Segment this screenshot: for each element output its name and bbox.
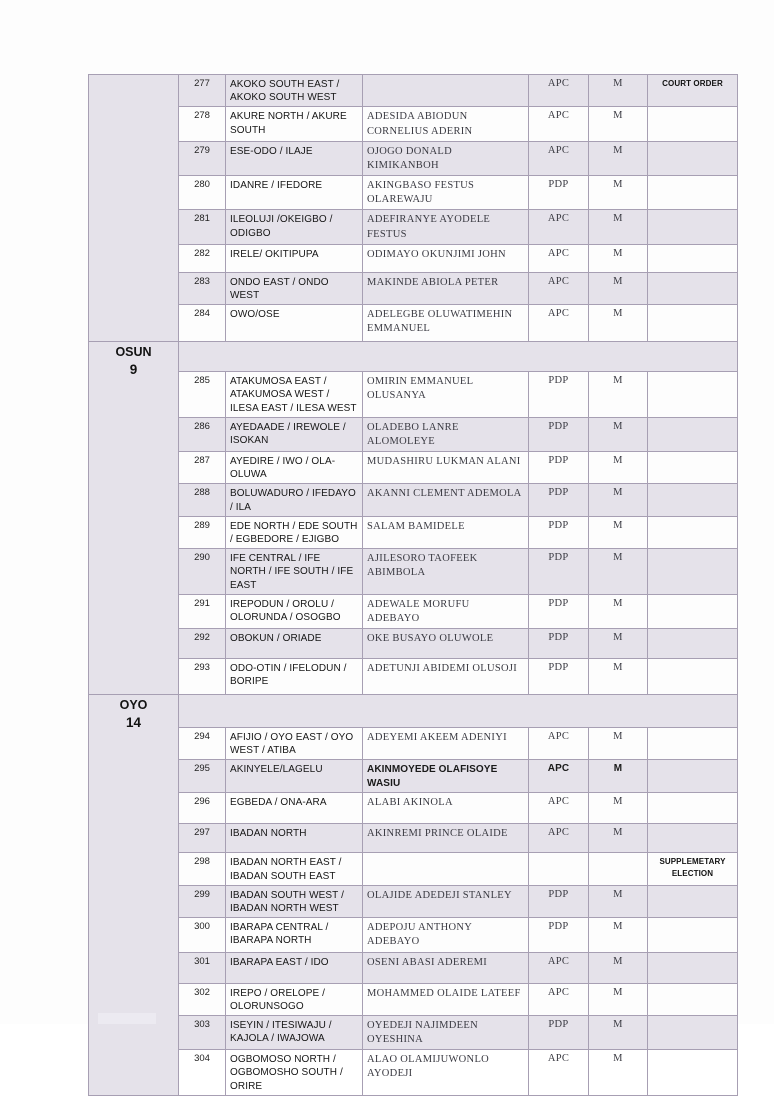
- party-cell: PDP: [529, 549, 589, 595]
- candidate-cell: AKANNI CLEMENT ADEMOLA: [363, 484, 529, 516]
- party-cell: PDP: [529, 918, 589, 952]
- section-band: [179, 695, 738, 728]
- results-table: [88, 74, 738, 1096]
- serial-number-cell: 278: [179, 107, 226, 141]
- party-cell: PDP: [529, 176, 589, 210]
- gender-cell: M: [589, 659, 648, 695]
- table-row: [89, 452, 738, 484]
- table-row: [89, 824, 738, 853]
- serial-number-cell: 304: [179, 1050, 226, 1096]
- candidate-cell: OLADEBO LANRE ALOMOLEYE: [363, 417, 529, 451]
- party-cell: APC: [529, 244, 589, 272]
- gender-cell: M: [589, 983, 648, 1015]
- table-row: [89, 952, 738, 983]
- candidate-cell: OJOGO DONALD KIMIKANBOH: [363, 141, 529, 175]
- candidate-cell: ADELEGBE OLUWATIMEHIN EMMANUEL: [363, 305, 529, 342]
- gender-cell: M: [589, 75, 648, 107]
- table-row: [89, 305, 738, 342]
- table-row: [89, 629, 738, 659]
- table-row: [89, 516, 738, 548]
- gender-cell: M: [589, 1050, 648, 1096]
- state-cell: [89, 75, 179, 342]
- table-row: [89, 417, 738, 451]
- constituency-cell: IDANRE / IFEDORE: [226, 176, 363, 210]
- serial-number-cell: 290: [179, 549, 226, 595]
- constituency-cell: IBARAPA CENTRAL / IBARAPA NORTH: [226, 918, 363, 952]
- table-row: [89, 176, 738, 210]
- serial-number-cell: 285: [179, 372, 226, 418]
- table-row: [89, 728, 738, 760]
- party-cell: PDP: [529, 484, 589, 516]
- table-row: [89, 75, 738, 107]
- serial-number-cell: 292: [179, 629, 226, 659]
- serial-number-cell: 279: [179, 141, 226, 175]
- party-cell: PDP: [529, 452, 589, 484]
- serial-number-cell: 282: [179, 244, 226, 272]
- gender-cell: M: [589, 210, 648, 244]
- constituency-cell: IFE CENTRAL / IFE NORTH / IFE SOUTH / IFE EAST: [226, 549, 363, 595]
- state-seat-count: 9: [129, 361, 138, 377]
- gender-cell: M: [589, 594, 648, 628]
- remark-cell: [648, 983, 738, 1015]
- constituency-cell: IRELE/ OKITIPUPA: [226, 244, 363, 272]
- candidate-cell: ADEWALE MORUFU ADEBAYO: [363, 594, 529, 628]
- serial-number-cell: 288: [179, 484, 226, 516]
- serial-number-cell: 286: [179, 417, 226, 451]
- remark-cell: [648, 1050, 738, 1096]
- constituency-cell: AYEDIRE / IWO / OLA-OLUWA: [226, 452, 363, 484]
- remark-cell: [648, 952, 738, 983]
- remark-cell: [648, 305, 738, 342]
- constituency-cell: BOLUWADURO / IFEDAYO / ILA: [226, 484, 363, 516]
- state-label: OYO: [119, 698, 148, 713]
- constituency-cell: OWO/OSE: [226, 305, 363, 342]
- state-seat-count: 14: [125, 714, 142, 730]
- constituency-cell: IREPO / ORELOPE / OLORUNSOGO: [226, 983, 363, 1015]
- remark-cell: [648, 1015, 738, 1049]
- candidate-cell: [363, 75, 529, 107]
- party-cell: PDP: [529, 594, 589, 628]
- section-header-row: [89, 695, 738, 728]
- table-row: [89, 885, 738, 917]
- table-row: [89, 549, 738, 595]
- party-cell: [529, 853, 589, 885]
- remark-cell: [648, 210, 738, 244]
- state-label: OSUN: [115, 345, 152, 360]
- table-row: [89, 659, 738, 695]
- serial-number-cell: 284: [179, 305, 226, 342]
- candidate-cell: OYEDEJI NAJIMDEEN OYESHINA: [363, 1015, 529, 1049]
- gender-cell: M: [589, 824, 648, 853]
- remark-cell: [648, 824, 738, 853]
- table-row: [89, 107, 738, 141]
- table-row: [89, 484, 738, 516]
- remark-cell: [648, 594, 738, 628]
- gender-cell: M: [589, 952, 648, 983]
- candidate-cell: ADESIDA ABIODUN CORNELIUS ADERIN: [363, 107, 529, 141]
- serial-number-cell: 280: [179, 176, 226, 210]
- serial-number-cell: 291: [179, 594, 226, 628]
- gender-cell: M: [589, 141, 648, 175]
- table-row: [89, 793, 738, 824]
- candidate-cell: OSENI ABASI ADEREMI: [363, 952, 529, 983]
- remark-cell: [648, 244, 738, 272]
- candidate-cell: MOHAMMED OLAIDE LATEEF: [363, 983, 529, 1015]
- remark-cell: [648, 372, 738, 418]
- candidate-cell: AJILESORO TAOFEEK ABIMBOLA: [363, 549, 529, 595]
- constituency-cell: OGBOMOSO NORTH / OGBOMOSHO SOUTH / ORIRE: [226, 1050, 363, 1096]
- candidate-cell: MUDASHIRU LUKMAN ALANI: [363, 452, 529, 484]
- section-band: [179, 342, 738, 372]
- candidate-cell: MAKINDE ABIOLA PETER: [363, 272, 529, 304]
- candidate-cell: SALAM BAMIDELE: [363, 516, 529, 548]
- party-cell: APC: [529, 824, 589, 853]
- party-cell: PDP: [529, 417, 589, 451]
- constituency-cell: EDE NORTH / EDE SOUTH / EGBEDORE / EJIGBO: [226, 516, 363, 548]
- table-row: [89, 853, 738, 885]
- serial-number-cell: 293: [179, 659, 226, 695]
- remark-cell: [648, 793, 738, 824]
- party-cell: APC: [529, 75, 589, 107]
- table-row: [89, 372, 738, 418]
- remark-cell: [648, 417, 738, 451]
- gender-cell: M: [589, 484, 648, 516]
- constituency-cell: ISEYIN / ITESIWAJU / KAJOLA / IWAJOWA: [226, 1015, 363, 1049]
- constituency-cell: ILEOLUJI /OKEIGBO / ODIGBO: [226, 210, 363, 244]
- remark-cell: [648, 760, 738, 793]
- party-cell: APC: [529, 305, 589, 342]
- candidate-cell: ODIMAYO OKUNJIMI JOHN: [363, 244, 529, 272]
- serial-number-cell: 294: [179, 728, 226, 760]
- constituency-cell: ONDO EAST / ONDO WEST: [226, 272, 363, 304]
- gender-cell: M: [589, 516, 648, 548]
- gender-cell: M: [589, 372, 648, 418]
- serial-number-cell: 296: [179, 793, 226, 824]
- serial-number-cell: 277: [179, 75, 226, 107]
- constituency-cell: IBARAPA EAST / IDO: [226, 952, 363, 983]
- gender-cell: M: [589, 452, 648, 484]
- remark-cell: [648, 918, 738, 952]
- candidate-cell: OMIRIN EMMANUEL OLUSANYA: [363, 372, 529, 418]
- remark-cell: [648, 176, 738, 210]
- serial-number-cell: 283: [179, 272, 226, 304]
- remark-cell: [648, 549, 738, 595]
- remark-cell: [648, 107, 738, 141]
- party-cell: APC: [529, 107, 589, 141]
- gender-cell: M: [589, 728, 648, 760]
- gender-cell: M: [589, 305, 648, 342]
- gender-cell: M: [589, 244, 648, 272]
- constituency-cell: ESE-ODO / ILAJE: [226, 141, 363, 175]
- table-row: [89, 760, 738, 793]
- table-row: [89, 272, 738, 304]
- party-cell: APC: [529, 141, 589, 175]
- table-row: [89, 594, 738, 628]
- constituency-cell: IBADAN SOUTH WEST / IBADAN NORTH WEST: [226, 885, 363, 917]
- party-cell: APC: [529, 272, 589, 304]
- constituency-cell: IREPODUN / OROLU / OLORUNDA / OSOGBO: [226, 594, 363, 628]
- party-cell: PDP: [529, 516, 589, 548]
- remark-cell: [648, 629, 738, 659]
- candidate-cell: ADEYEMI AKEEM ADENIYI: [363, 728, 529, 760]
- remark-cell: [648, 484, 738, 516]
- table-row: [89, 983, 738, 1015]
- gender-cell: [589, 853, 648, 885]
- constituency-cell: IBADAN NORTH: [226, 824, 363, 853]
- state-cell: [89, 695, 179, 1096]
- party-cell: APC: [529, 793, 589, 824]
- table-row: [89, 244, 738, 272]
- constituency-cell: AKINYELE/LAGELU: [226, 760, 363, 793]
- serial-number-cell: 297: [179, 824, 226, 853]
- party-cell: APC: [529, 1050, 589, 1096]
- serial-number-cell: 287: [179, 452, 226, 484]
- remark-cell: COURT ORDER: [648, 75, 738, 107]
- constituency-cell: IBADAN NORTH EAST / IBADAN SOUTH EAST: [226, 853, 363, 885]
- table-row: [89, 918, 738, 952]
- remark-cell: [648, 659, 738, 695]
- gender-cell: M: [589, 1015, 648, 1049]
- gender-cell: M: [589, 793, 648, 824]
- candidate-cell: ALAO OLAMIJUWONLO AYODEJI: [363, 1050, 529, 1096]
- gender-cell: M: [589, 549, 648, 595]
- remark-cell: [648, 885, 738, 917]
- serial-number-cell: 299: [179, 885, 226, 917]
- constituency-cell: AKURE NORTH / AKURE SOUTH: [226, 107, 363, 141]
- gender-cell: M: [589, 176, 648, 210]
- table-row: [89, 210, 738, 244]
- candidate-cell: AKINMOYEDE OLAFISOYE WASIU: [363, 760, 529, 793]
- remark-cell: [648, 728, 738, 760]
- serial-number-cell: 289: [179, 516, 226, 548]
- party-cell: APC: [529, 728, 589, 760]
- constituency-cell: AKOKO SOUTH EAST / AKOKO SOUTH WEST: [226, 75, 363, 107]
- party-cell: APC: [529, 760, 589, 793]
- section-header-row: [89, 342, 738, 372]
- constituency-cell: ATAKUMOSA EAST / ATAKUMOSA WEST / ILESA EAST / ILESA WEST: [226, 372, 363, 418]
- serial-number-cell: 295: [179, 760, 226, 793]
- party-cell: APC: [529, 210, 589, 244]
- candidate-cell: ADEPOJU ANTHONY ADEBAYO: [363, 918, 529, 952]
- constituency-cell: ODO-OTIN / IFELODUN / BORIPE: [226, 659, 363, 695]
- candidate-cell: [363, 853, 529, 885]
- party-cell: PDP: [529, 659, 589, 695]
- serial-number-cell: 302: [179, 983, 226, 1015]
- remark-cell: SUPPLEMETARY ELECTION: [648, 853, 738, 885]
- party-cell: PDP: [529, 885, 589, 917]
- gender-cell: M: [589, 107, 648, 141]
- serial-number-cell: 298: [179, 853, 226, 885]
- serial-number-cell: 300: [179, 918, 226, 952]
- gender-cell: M: [589, 918, 648, 952]
- candidate-cell: ADETUNJI ABIDEMI OLUSOJI: [363, 659, 529, 695]
- state-cell: [89, 342, 179, 695]
- constituency-cell: EGBEDA / ONA-ARA: [226, 793, 363, 824]
- party-cell: APC: [529, 952, 589, 983]
- table-row: [89, 1050, 738, 1096]
- remark-cell: [648, 516, 738, 548]
- party-cell: APC: [529, 983, 589, 1015]
- candidate-cell: ADEFIRANYE AYODELE FESTUS: [363, 210, 529, 244]
- remark-cell: [648, 272, 738, 304]
- party-cell: PDP: [529, 1015, 589, 1049]
- constituency-cell: OBOKUN / ORIADE: [226, 629, 363, 659]
- serial-number-cell: 303: [179, 1015, 226, 1049]
- table-row: [89, 1015, 738, 1049]
- constituency-cell: AFIJIO / OYO EAST / OYO WEST / ATIBA: [226, 728, 363, 760]
- gender-cell: M: [589, 629, 648, 659]
- remark-cell: [648, 141, 738, 175]
- gender-cell: M: [589, 885, 648, 917]
- serial-number-cell: 281: [179, 210, 226, 244]
- gender-cell: M: [589, 760, 648, 793]
- party-cell: PDP: [529, 372, 589, 418]
- candidate-cell: OKE BUSAYO OLUWOLE: [363, 629, 529, 659]
- party-cell: PDP: [529, 629, 589, 659]
- table-row: [89, 141, 738, 175]
- candidate-cell: ALABI AKINOLA: [363, 793, 529, 824]
- candidate-cell: OLAJIDE ADEDEJI STANLEY: [363, 885, 529, 917]
- candidate-cell: AKINREMI PRINCE OLAIDE: [363, 824, 529, 853]
- gender-cell: M: [589, 272, 648, 304]
- candidate-cell: AKINGBASO FESTUS OLAREWAJU: [363, 176, 529, 210]
- next-section-edge: [98, 1013, 156, 1024]
- serial-number-cell: 301: [179, 952, 226, 983]
- remark-cell: [648, 452, 738, 484]
- constituency-cell: AYEDAADE / IREWOLE / ISOKAN: [226, 417, 363, 451]
- gender-cell: M: [589, 417, 648, 451]
